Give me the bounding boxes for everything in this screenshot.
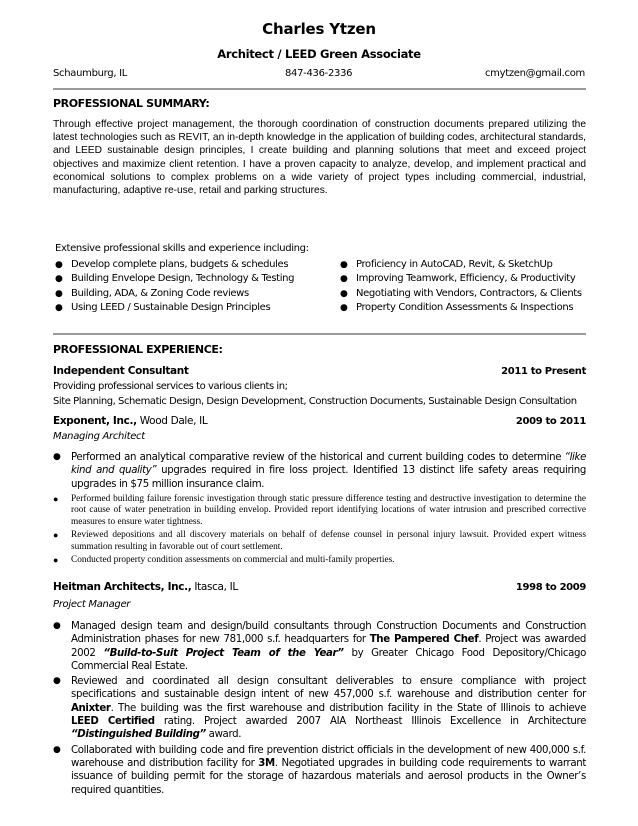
job-description: Providing professional services to various clients in; <box>53 381 288 392</box>
list-item: ● Develop complete plans, budgets & schedules <box>55 258 294 272</box>
list-item: ● Building Envelope Design, Technology & Testing <box>55 272 294 286</box>
bullet-icon: ● <box>53 676 61 687</box>
skills-list-left <box>55 258 294 315</box>
bullet-icon: ● <box>53 530 59 541</box>
summary-paragraph: Through effective project management, the thorough coordination of construction documents prepared utilizing the latest technologies such as REVIT, an in-depth knowledge in the application of building codes, architectural standards, and LEED sustainable design principles, I create building and planning solutions that meet and exceed project objectives and maximize client retention. I have a proven capacity to analyze, develop, and implement practical and economical solutions to complex problems on a wide variety of project types including commercial, industrial, manufacturing, adaptive re-use, retail and parking structures. <box>53 119 586 197</box>
contact-email: cmytzen@gmail.com <box>484 68 585 79</box>
bullet-icon: ● <box>53 555 59 566</box>
bullet-icon: ● <box>53 494 59 504</box>
section-divider <box>53 88 586 90</box>
candidate-name: Charles Ytzen <box>262 20 376 38</box>
bullet-icon: ● <box>53 744 61 755</box>
list-item: ● Reviewed and coordinated all design consultant deliverables to ensure compliance with project specifications and sustainable design intent of new 457,000 s.f. warehouse and distribution center for Anixter. The building was the first warehouse and distribution facility in the State of Illinois to achieve LEED Certified rating. Project awarded 2007 AIA Northeast Illinois Excellence in Architecture “Distinguished Building” award. <box>53 676 586 741</box>
list-item: ● Building, ADA, & Zoning Code reviews <box>55 287 294 301</box>
job-title-exponent: Exponent, Inc., Wood Dale, IL <box>53 415 208 427</box>
list-item: ● Using LEED / Sustainable Design Principles <box>55 301 294 315</box>
bullet-icon: ● <box>340 274 348 285</box>
job-role-heitman: Project Manager <box>53 599 131 610</box>
job-title-heitman: Heitman Architects, Inc., Itasca, IL <box>53 581 238 593</box>
section-divider <box>53 333 586 335</box>
candidate-subtitle: Architect / LEED Green Associate <box>217 47 421 61</box>
skills-intro: Extensive professional skills and experience including: <box>55 243 309 254</box>
job-dates-independent: 2011 to Present <box>501 366 586 377</box>
exponent-bullets <box>53 451 586 491</box>
experience-heading: PROFESSIONAL EXPERIENCE: <box>53 343 223 356</box>
list-item: ● Managed design team and design/build consultants through Construction Documents and Construction Administration phases for new 781,000 s.f. headquarters for The Pampered Chef. Project was awarded 2002 “Build-to-Suit Project Team of the Year” by Greater Chicago Food Depository/Chicago Commercial Real Estate. <box>53 621 586 672</box>
bullet-icon: ● <box>340 288 348 299</box>
bullet-icon: ● <box>55 302 63 313</box>
summary-heading: PROFESSIONAL SUMMARY: <box>53 97 210 110</box>
list-item: ● Reviewed depositions and all discovery materials on behalf of defense counsel in personal injury lawsuit. Provided expert witness summation resulting in favorable out of court settlement. <box>53 530 586 552</box>
job-title-independent: Independent Consultant <box>53 365 189 377</box>
list-item: ● Property Condition Assessments & Inspections <box>340 301 582 315</box>
job-dates-heitman: 1998 to 2009 <box>515 582 586 593</box>
list-item: ● Proficiency in AutoCAD, Revit, & SketchUp <box>340 258 582 272</box>
contact-location: Schaumburg, IL <box>53 68 128 79</box>
bullet-icon: ● <box>53 621 61 631</box>
heitman-bullets <box>53 620 586 797</box>
job-role-exponent: Managing Architect <box>53 431 145 442</box>
list-item: ● Collaborated with building code and fire prevention district officials in the development of new 400,000 s.f. warehouse and distribution facility for 3M. Negotiated upgrades in building code requirements to warrant issuance of building permit for the storage of hazardous materials and aerosol products in the Owner’s required quantities. <box>53 744 586 796</box>
bullet-icon: ● <box>53 452 61 462</box>
exponent-bullets-detail <box>53 494 586 566</box>
list-item: ● Negotiating with Vendors, Contractors, & Clients <box>340 287 582 301</box>
job-description: Site Planning, Schematic Design, Design Development, Construction Documents, Sustainable Design Consultation <box>53 396 577 407</box>
contact-line <box>53 68 585 82</box>
list-item: ● Conducted property condition assessments on commercial and multi-family properties. <box>53 555 395 566</box>
list-item: ● Improving Teamwork, Efficiency, & Productivity <box>340 272 582 286</box>
bullet-icon: ● <box>340 260 348 270</box>
skills-list-right <box>340 258 582 315</box>
list-item: ● Performed an analytical comparative review of the historical and current building codes to determine “like kind and quality” upgrades required in fire loss project. Identified 13 distinct life safety areas requiring upgrades in $75 million insurance claim. <box>53 452 586 490</box>
bullet-icon: ● <box>55 260 63 270</box>
job-dates-exponent: 2009 to 2011 <box>515 416 586 427</box>
bullet-icon: ● <box>340 302 348 313</box>
bullet-icon: ● <box>55 288 63 299</box>
contact-phone: 847-436-2336 <box>285 68 353 79</box>
list-item: ● Performed building failure forensic investigation through static pressure difference testing and destructive investigation to determine the root cause of water penetration in building envelop. Provided report identifying locations of water intrusion and prescribed corrective measures to ensure water tightness. <box>53 494 586 527</box>
bullet-icon: ● <box>55 274 63 285</box>
